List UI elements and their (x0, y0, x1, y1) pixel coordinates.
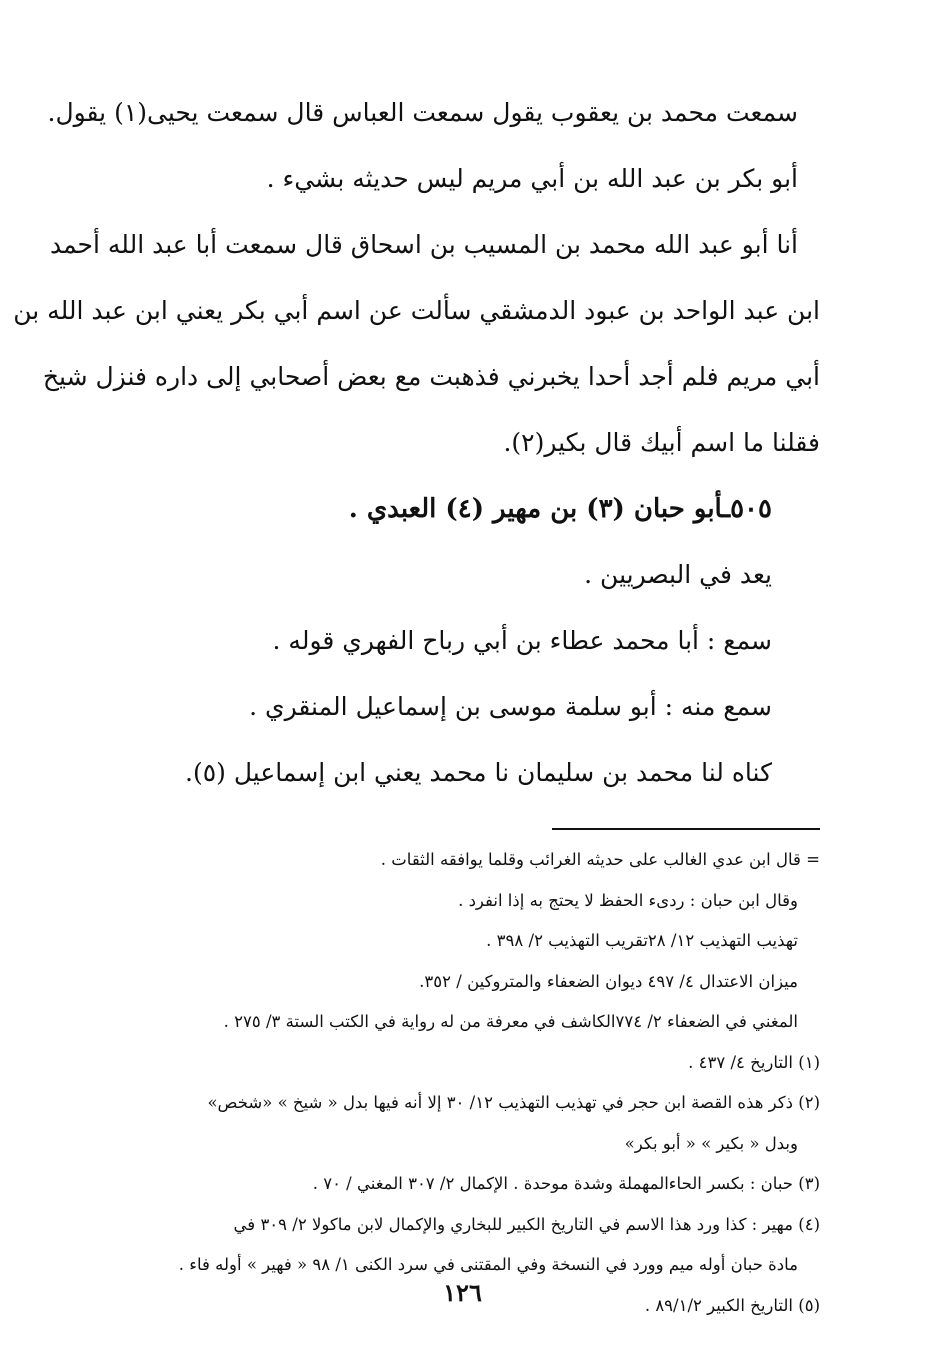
footnote-continued: تهذيب التهذيب ١٢/ ٢٨تقريب التهذيب ٢/ ٣٩٨ . (486, 931, 798, 950)
footnote-2-continued: وبدل « بكير » « أبو بكر» (624, 1133, 798, 1153)
text-line: فقلنا ما اسم أبيك قال بكير(٢). (503, 428, 820, 457)
page-body (13, 80, 820, 1326)
footnote-4-continued: مادة حبان أوله ميم وورد في النسخة وفي المقتنى في سرد الكنى ١/ ٩٨ « فهير » أوله فاء . (178, 1255, 798, 1274)
main-text (13, 80, 820, 806)
footnote-continued: المغني في الضعفاء ٢/ ٧٧٤الكاشف في معرفة من له رواية في الكتب الستة ٣/ ٢٧٥ . (223, 1012, 798, 1031)
footnote-continued: وقال ابن حبان : ردىء الحفظ لا يحتج به إذا انفرد . (458, 890, 798, 910)
footnote-continued: = قال ابن عدي الغالب على حديثه الغرائب وقلما يوافقه الثقات . (380, 850, 820, 869)
text-line: ابن عبد الواحد بن عبود الدمشقي سألت عن اسم أبي بكر يعني ابن عبد الله بن (13, 296, 820, 325)
text-line: أنا أبو عبد الله محمد بن المسيب بن اسحاق قال سمعت أبا عبد الله أحمد (49, 230, 798, 259)
text-line: أبي مريم فلم أجد أحدا يخبرني فذهبت مع بعض أصحابي إلى داره فنزل شيخ (42, 362, 820, 391)
entry-line: سمع : أبا محمد عطاء بن أبي رباح الفهري قوله . (272, 626, 772, 655)
entry-heading: ٥٠٥ـأبو حبان (٣) بن مهير (٤) العبدي . (348, 494, 772, 524)
page-number: ١٢٦ (443, 1278, 482, 1307)
footnote-2: (٢) ذكر هذه القصة ابن حجر في تهذيب التهذيب ١٢/ ٣٠ إلا أنه فيها بدل « شيخ » «شخص» (207, 1093, 820, 1112)
text-line: سمعت محمد بن يعقوب يقول سمعت العباس قال سمعت يحيى(١) يقول. (47, 98, 798, 127)
footnotes (80, 840, 820, 1326)
footnote-5: (٥) التاريخ الكبير ٨٩/١/٢ . (644, 1295, 820, 1315)
footnote-continued: ميزان الاعتدال ٤/ ٤٩٧ ديوان الضعفاء والمتروكين / ٣٥٢. (419, 971, 798, 991)
footnote-3: (٣) حبان : بكسر الحاءالمهملة وشدة موحدة . الإكمال ٢/ ٣٠٧ المغني / ٧٠ . (312, 1174, 820, 1193)
entry-line: كناه لنا محمد بن سليمان نا محمد يعني ابن إسماعيل (٥). (185, 758, 772, 787)
footnote-1: (١) التاريخ ٤/ ٤٣٧ . (688, 1052, 820, 1072)
entry-line: يعد في البصريين . (584, 560, 772, 589)
text-line: أبو بكر بن عبد الله بن أبي مريم ليس حديثه بشيء . (266, 164, 798, 193)
footnote-divider (552, 828, 820, 830)
footnote-4: (٤) مهير : كذا ورد هذا الاسم في التاريخ الكبير للبخاري والإكمال لابن ماكولا ٢/ ٣٠٩ في (233, 1214, 820, 1234)
entry-line: سمع منه : أبو سلمة موسى بن إسماعيل المنقري . (249, 692, 772, 721)
